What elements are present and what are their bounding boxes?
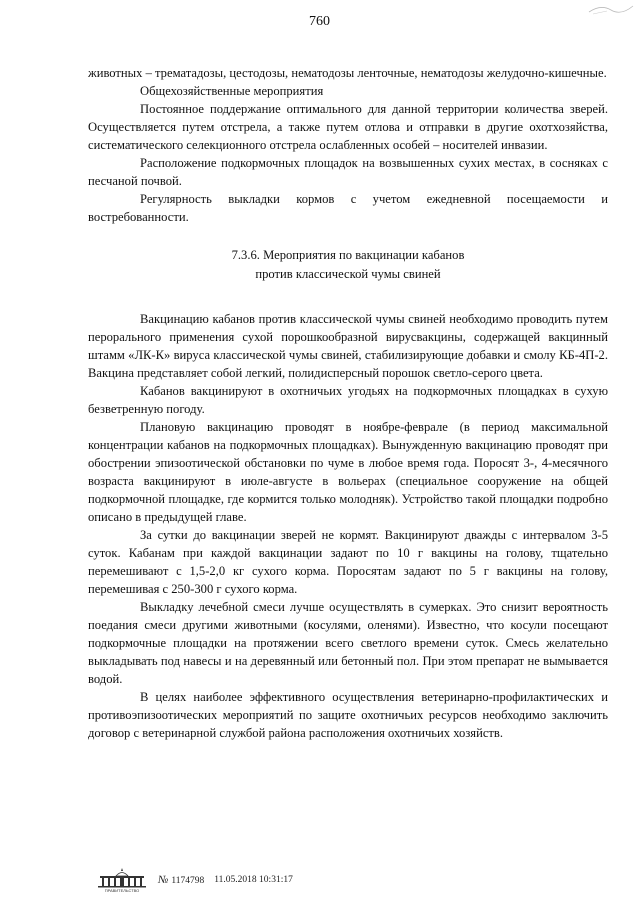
subheading: Общехозяйственные мероприятия: [140, 84, 324, 98]
document-body: [88, 64, 608, 742]
section-heading-line1: 7.3.6. Мероприятия по вакцинации кабанов: [231, 248, 465, 262]
document-datetime: 11.05.2018 10:31:17: [214, 875, 293, 885]
section-heading-line2: против классической чумы свиней: [255, 267, 441, 281]
logo-text: ПРАВИТЕЛЬСТВО: [104, 888, 140, 893]
document-number-value: 1174798: [171, 876, 205, 886]
paragraph: Постоянное поддержание оптимального для данной территории количества зверей. Осуществляется путем отстрела, а также путем отлова и отправки в другие охотхозяйства, систематического селекционного отстрела ослабленных особей – носителей инвазии.: [88, 102, 608, 152]
page-number: 760: [309, 14, 330, 29]
number-symbol: №: [158, 874, 169, 886]
paragraph: Регулярность выкладки кормов с учетом ежедневной посещаемости и востребованности.: [88, 192, 608, 224]
section-heading: [88, 246, 608, 284]
document-footer: [96, 866, 456, 894]
paragraph: Вакцинацию кабанов против классической чумы свиней необходимо проводить путем перорального применения сухой порошкообразной вирусвакцины, содержащей вакцинный штамм «ЛК-К» вируса классической чумы свиней, стабилизирующие добавки и смолу КБ-4П-2. Вакцина представляет собой легкий, полидисперсный порошок светло-серого цвета.: [88, 312, 608, 380]
document-number: [158, 874, 204, 886]
paragraph: Кабанов вакцинируют в охотничьих угодьях на подкормочных площадках в сухую безветренную погоду.: [88, 384, 608, 416]
paragraph: Выкладку лечебной смеси лучше осуществлять в сумерках. Это снизит вероятность поедания смеси другими животными (косулями, оленями). Известно, что косули посещают подкормочные площадки на протяжении всего светлого времени суток. Смесь желательно выкладывать под навесы и на деревянный или бетонный пол. При этом препарат не вымывается водой.: [88, 600, 608, 686]
paragraph: В целях наиболее эффективного осуществления ветеринарно-профилактических и противоэпизоотических мероприятий по защите охотничьих ресурсов необходимо заключить договор с ветеринарной службой района расположения охотничьих хозяйств.: [88, 690, 608, 740]
paragraph: животных – трематадозы, цестодозы, нематодозы ленточные, нематодозы желудочно-кишечные.: [88, 66, 607, 80]
paragraph: Плановую вакцинацию проводят в ноябре-феврале (в период максимальной концентрации кабанов на подкормочных площадках). Вынужденную вакцинацию проводят при обострении эпизоотической обстановки по чуме в любое время года. Поросят 3-, 4-месячного возраста вакцинируют в июле-августе в вольерах (специальное сооружение на общей подкормочной площадке, где кормится только молодняк). Устройство такой площадки подробно описано в предыдущей главе.: [88, 420, 608, 524]
government-building-logo: [96, 867, 148, 893]
paragraph: Расположение подкормочных площадок на возвышенных сухих местах, в сосняках с песчаной почвой.: [88, 156, 608, 188]
paragraph: За сутки до вакцинации зверей не кормят. Вакцинируют дважды с интервалом 3-5 суток. Кабанам при каждой вакцинации задают по 10 г вакцины на голову, тщательно перемешивают с 1,5-2,0 кг сухого корма. Поросятам задают по 5 г вакцины на голову, перемешивая с 250-300 г сухого корма.: [88, 528, 608, 596]
